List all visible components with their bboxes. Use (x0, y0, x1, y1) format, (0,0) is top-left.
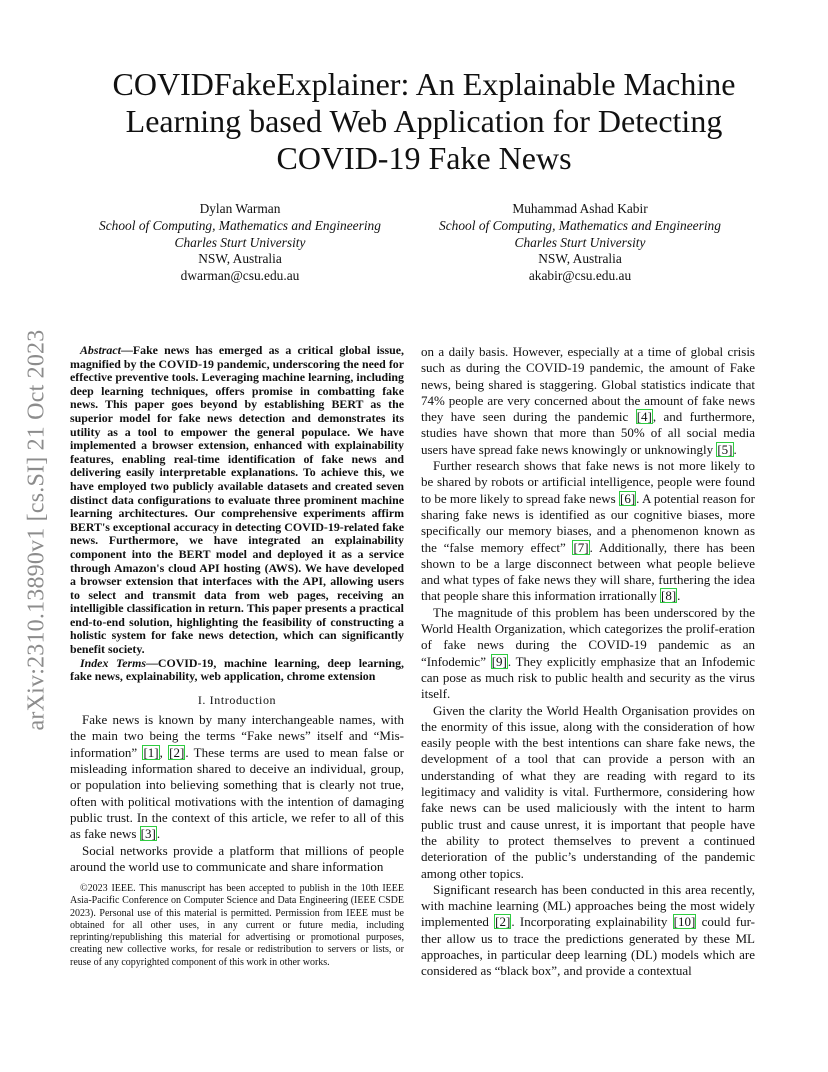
abstract (70, 344, 404, 657)
right-paragraph-1: on a daily basis. However, especially at a time of global crisis such as during the COVID-19 pandemic, the amount of Fake news, being shared is staggering. Global statistics indicate that 74% people are very concerned about the amount of fake news they have seen during the pandemic [4], and furthermore, studies have shown that more than 50% of all social media users have spread fake news knowingly or unknowingly [5]. (421, 344, 755, 457)
author-affiliation: School of Computing, Mathematics and Engineering (99, 217, 381, 233)
index-terms-text: —COVID-19, machine learning, deep learning, fake news, explainability, web application, chrome extension (70, 655, 404, 684)
author-name: Muhammad Ashad Kabir (512, 201, 648, 216)
citation-link[interactable]: [3] (140, 826, 156, 842)
citation-link[interactable]: [2] (169, 744, 185, 760)
arxiv-id-text: arXiv:2310.13890v1 [cs.SI] 21 Oct 2023 (23, 329, 50, 731)
author-block-2 (410, 201, 750, 285)
abstract-label: Abstract (80, 343, 121, 357)
citation-link[interactable]: [5] (717, 441, 733, 457)
citation-link[interactable]: [2] (495, 914, 511, 930)
arxiv-side-identifier (22, 300, 52, 760)
paper-title: COVIDFakeExplainer: An Explainable Machine Learning based Web Application for Detecting COVID-19 Fake News (112, 66, 736, 176)
author-location: NSW, Australia (538, 251, 622, 267)
author-email: dwarman@csu.edu.au (180, 268, 300, 284)
right-paragraph-5: Significant research has been conducted in this area recently, with machine learning (ML) approaches being the most widely implemented [2]. Incorporating explainability [10] could fur-ther allow us to trace the predictions generated by these ML approaches, in particular deep learning (DL) models which are considered as “black box”, and provide a contextual (421, 881, 755, 979)
citation-link[interactable]: [1] (143, 744, 159, 760)
right-paragraph-4: Given the clarity the World Health Organisation provides on the enormity of this issue, along with the consideration of how easily people with the best intentions can share fake news, the development of a tool that can provide a person with an understanding of what they are reading with regard to its legitimacy and validity is vital. Furthermore, considering how fake news can be used maliciously with the intent to harm public trust and cause unrest, it is important that people have the ability to protect themselves to prevent a continued deterioration of the public’s understanding of the pandemic among other topics. (421, 702, 755, 881)
index-terms-label: Index Terms (80, 655, 146, 670)
right-paragraph-3: The magnitude of this problem has been underscored by the World Health Organization, which categorizes the prolif-eration of fake news during the COVID-19 pandemic as an “Infodemic” [9]. They explicitly emphasize that an Infodemic can pose as much risk to public health and security as the virus itself. (421, 604, 756, 702)
author-email: akabir@csu.edu.au (528, 268, 632, 284)
right-column (421, 344, 755, 980)
copyright-notice: ©2023 IEEE. This manuscript has been accepted to publish in the 10th IEEE Asia-Pacific Conference on Computer Science and Data Engineering (IEEE CSDE 2023). Personal use of this material is permitted. Permission from IEEE must be obtained for all other uses, in any current or future media, including reprinting/republishing this material for advertising or promotional purposes, creating new collective works, for resale or redistribution to servers or lists, or reuse of any copyrighted component of this work in other works. (70, 883, 404, 968)
author-location: NSW, Australia (198, 251, 282, 267)
citation-link[interactable]: [6] (619, 490, 636, 506)
citation-link[interactable]: [4] (636, 409, 652, 425)
author-block-1 (70, 201, 410, 285)
right-paragraph-2: Further research shows that fake news is not more likely to be shared by robots or artificial intelligence, people were found to be more likely to spread fake news [6]. A potential reason for sharing fake news is identified as our cognitive biases, more specifically our memory biases, and a phenomenon known as the “false memory effect” [7]. Additionally, there has been shown to be a large disconnect between what people believe and what types of fake news they will share, furthering the idea that people share this information irrationally [8]. (421, 458, 756, 604)
author-affiliation: School of Computing, Mathematics and Engineering (439, 217, 721, 233)
intro-paragraph-1: Fake news is known by many interchangeable names, with the main two being the terms “Fake news” itself and “Mis-information” [1], [2]. These terms are used to mean false or misleading information shared to deceive an individual, group, or population into believing something that is clearly not true, often with political motivations with the intention of damaging public trust. In the context of this article, we refer to all of this as fake news [3]. (70, 712, 404, 842)
author-university: Charles Sturt University (174, 234, 306, 250)
citation-link[interactable]: [7] (573, 539, 589, 555)
abstract-text: —Fake news has emerged as a critical global issue, magnified by the COVID-19 pandemic, underscoring the need for effective preventive tools. Leveraging machine learning, including deep learning techniques, offers promise in combatting fake news. This paper goes beyond by establishing BERT as the superior model for fake news detection and demonstrates its utility as a tool to empower the general populace. We have implemented a browser extension, enhanced with explainability features, enabling real-time identification of fake news and delivering easily interpretable explanations. To achieve this, we have employed two publicly available datasets and created seven distinct data configurations to evaluate three prominent machine learning architectures. Our comprehensive experiments affirm BERT's exceptional accuracy in detecting COVID-19-related fake news. Furthermore, we have integrated an explainability component into the BERT model and deployed it as a service through Amazon's cloud API hosting (AWS). We have developed a browser extension that interfaces with the API, allowing users to select and transmit data from web pages, receiving an intelligible classification in return. This paper presents a practical end-to-end solution, highlighting the feasibility of constructing a holistic system for fake news detection, which can significantly benefit society. (70, 343, 404, 657)
citation-link[interactable]: [8] (661, 588, 677, 604)
left-column (70, 344, 404, 875)
section-heading-introduction: I. Introduction (197, 692, 277, 707)
citation-link[interactable]: [10] (673, 914, 696, 930)
author-name: Dylan Warman (199, 201, 281, 216)
author-university: Charles Sturt University (514, 234, 646, 250)
index-terms (70, 657, 404, 684)
intro-paragraph-2: Social networks provide a platform that millions of people around the world use to communicate and share information (70, 842, 404, 874)
citation-link[interactable]: [9] (491, 653, 507, 669)
